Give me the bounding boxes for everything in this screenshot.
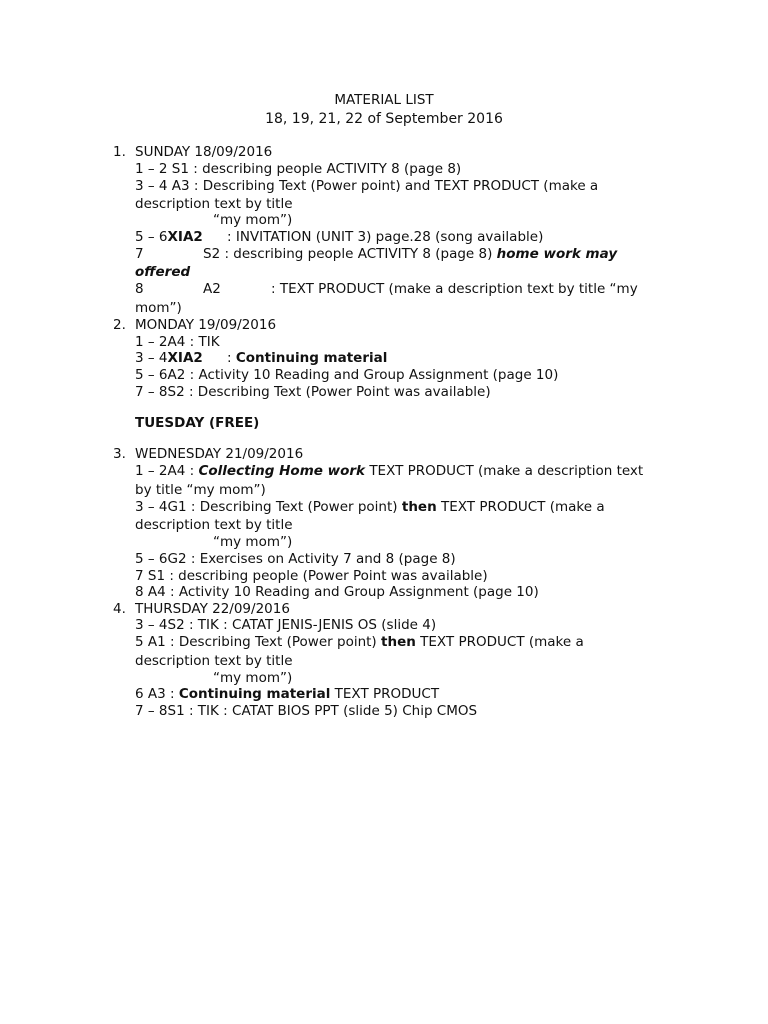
schedule-row-continued: “my mom”) [213,212,293,228]
then-keyword: then [381,634,416,650]
schedule-row-continued: description text by title [135,196,293,212]
schedule-row-continued: description text by title [135,653,293,669]
schedule-row-desc: TEXT PRODUCT (make a description text [369,463,644,479]
schedule-row-text: : INVITATION (UNIT 3) page.28 (song available) [227,229,544,245]
homework-note-continued: offered [135,264,191,280]
continuing-material: Continuing material [178,686,331,702]
schedule-row-prefix: 5 A1 : Describing Text (Power point) [135,634,377,650]
continuing-material: Continuing material [235,350,388,366]
schedule-row: 1 – 2 S1 : describing people ACTIVITY 8 (page 8) [135,161,462,177]
schedule-row: 7 – 8S2 : Describing Text (Power Point was available) [135,384,491,400]
day-heading-wednesday: WEDNESDAY 21/09/2016 [135,446,304,462]
list-number-4: 4. [113,601,126,617]
schedule-row: 5 – 6G2 : Exercises on Activity 7 and 8 (page 8) [135,551,456,567]
schedule-row [135,634,584,651]
class-code: XIA2 [167,350,203,366]
schedule-row: 8 A4 : Activity 10 Reading and Group Assignment (page 10) [135,584,539,600]
day-heading-monday: MONDAY 19/09/2016 [135,317,277,333]
schedule-row-prefix: 6 A3 : [135,686,175,702]
schedule-row-desc: TEXT PRODUCT (make a [441,499,605,515]
period-number: 7 [135,246,144,262]
document-subtitle: 18, 19, 21, 22 of September 2016 [265,111,503,127]
schedule-row-continued: “my mom”) [213,670,293,686]
document-title: MATERIAL LIST [334,92,434,108]
day-heading-sunday: SUNDAY 18/09/2016 [135,144,273,160]
separator-colon: : [227,350,232,366]
schedule-row [135,229,203,246]
schedule-row: 1 – 2A4 : TIK [135,334,220,350]
schedule-row-continued: “my mom”) [213,534,293,550]
schedule-row-continued: by title “my mom”) [135,482,266,498]
schedule-row-continued: description text by title [135,517,293,533]
list-number-3: 3. [113,446,126,462]
schedule-row-text: : TEXT PRODUCT (make a description text by title “my [271,281,638,297]
schedule-row-prefix: 3 – 4G1 : Describing Text (Power point) [135,499,398,515]
homework-note: Collecting Home work [198,463,366,479]
list-number-1: 1. [113,144,126,160]
list-number-2: 2. [113,317,126,333]
schedule-row-continued: mom”) [135,300,182,316]
homework-note: home work may [496,246,618,262]
schedule-row: 3 – 4 A3 : Describing Text (Power point) and TEXT PRODUCT (make a [135,178,599,194]
schedule-row [135,499,605,516]
schedule-row [135,350,203,367]
period-range: 3 – 4 [135,350,168,366]
schedule-row-desc: TEXT PRODUCT (make a [420,634,584,650]
schedule-row [135,463,643,480]
then-keyword: then [401,499,437,515]
schedule-row-text [227,350,387,367]
schedule-row: 7 S1 : describing people (Power Point was available) [135,568,488,584]
day-heading-thursday: THURSDAY 22/09/2016 [135,601,290,617]
schedule-row: 3 – 4S2 : TIK : CATAT JENIS-JENIS OS (slide 4) [135,617,437,633]
schedule-row-desc: S2 : describing people ACTIVITY 8 (page 8) [203,246,493,262]
schedule-row-desc: TEXT PRODUCT [334,686,440,702]
schedule-row-text [203,246,617,263]
tuesday-note: TUESDAY (FREE) [135,415,260,431]
schedule-row-prefix: 1 – 2A4 : [135,463,195,479]
schedule-row [135,686,439,703]
schedule-row: 5 – 6A2 : Activity 10 Reading and Group Assignment (page 10) [135,367,559,383]
schedule-row: 7 – 8S1 : TIK : CATAT BIOS PPT (slide 5) Chip CMOS [135,703,478,719]
class-code: XIA2 [167,229,203,245]
period-range: 5 – 6 [135,229,168,245]
class-code: A2 [203,281,221,297]
period-number: 8 [135,281,144,297]
